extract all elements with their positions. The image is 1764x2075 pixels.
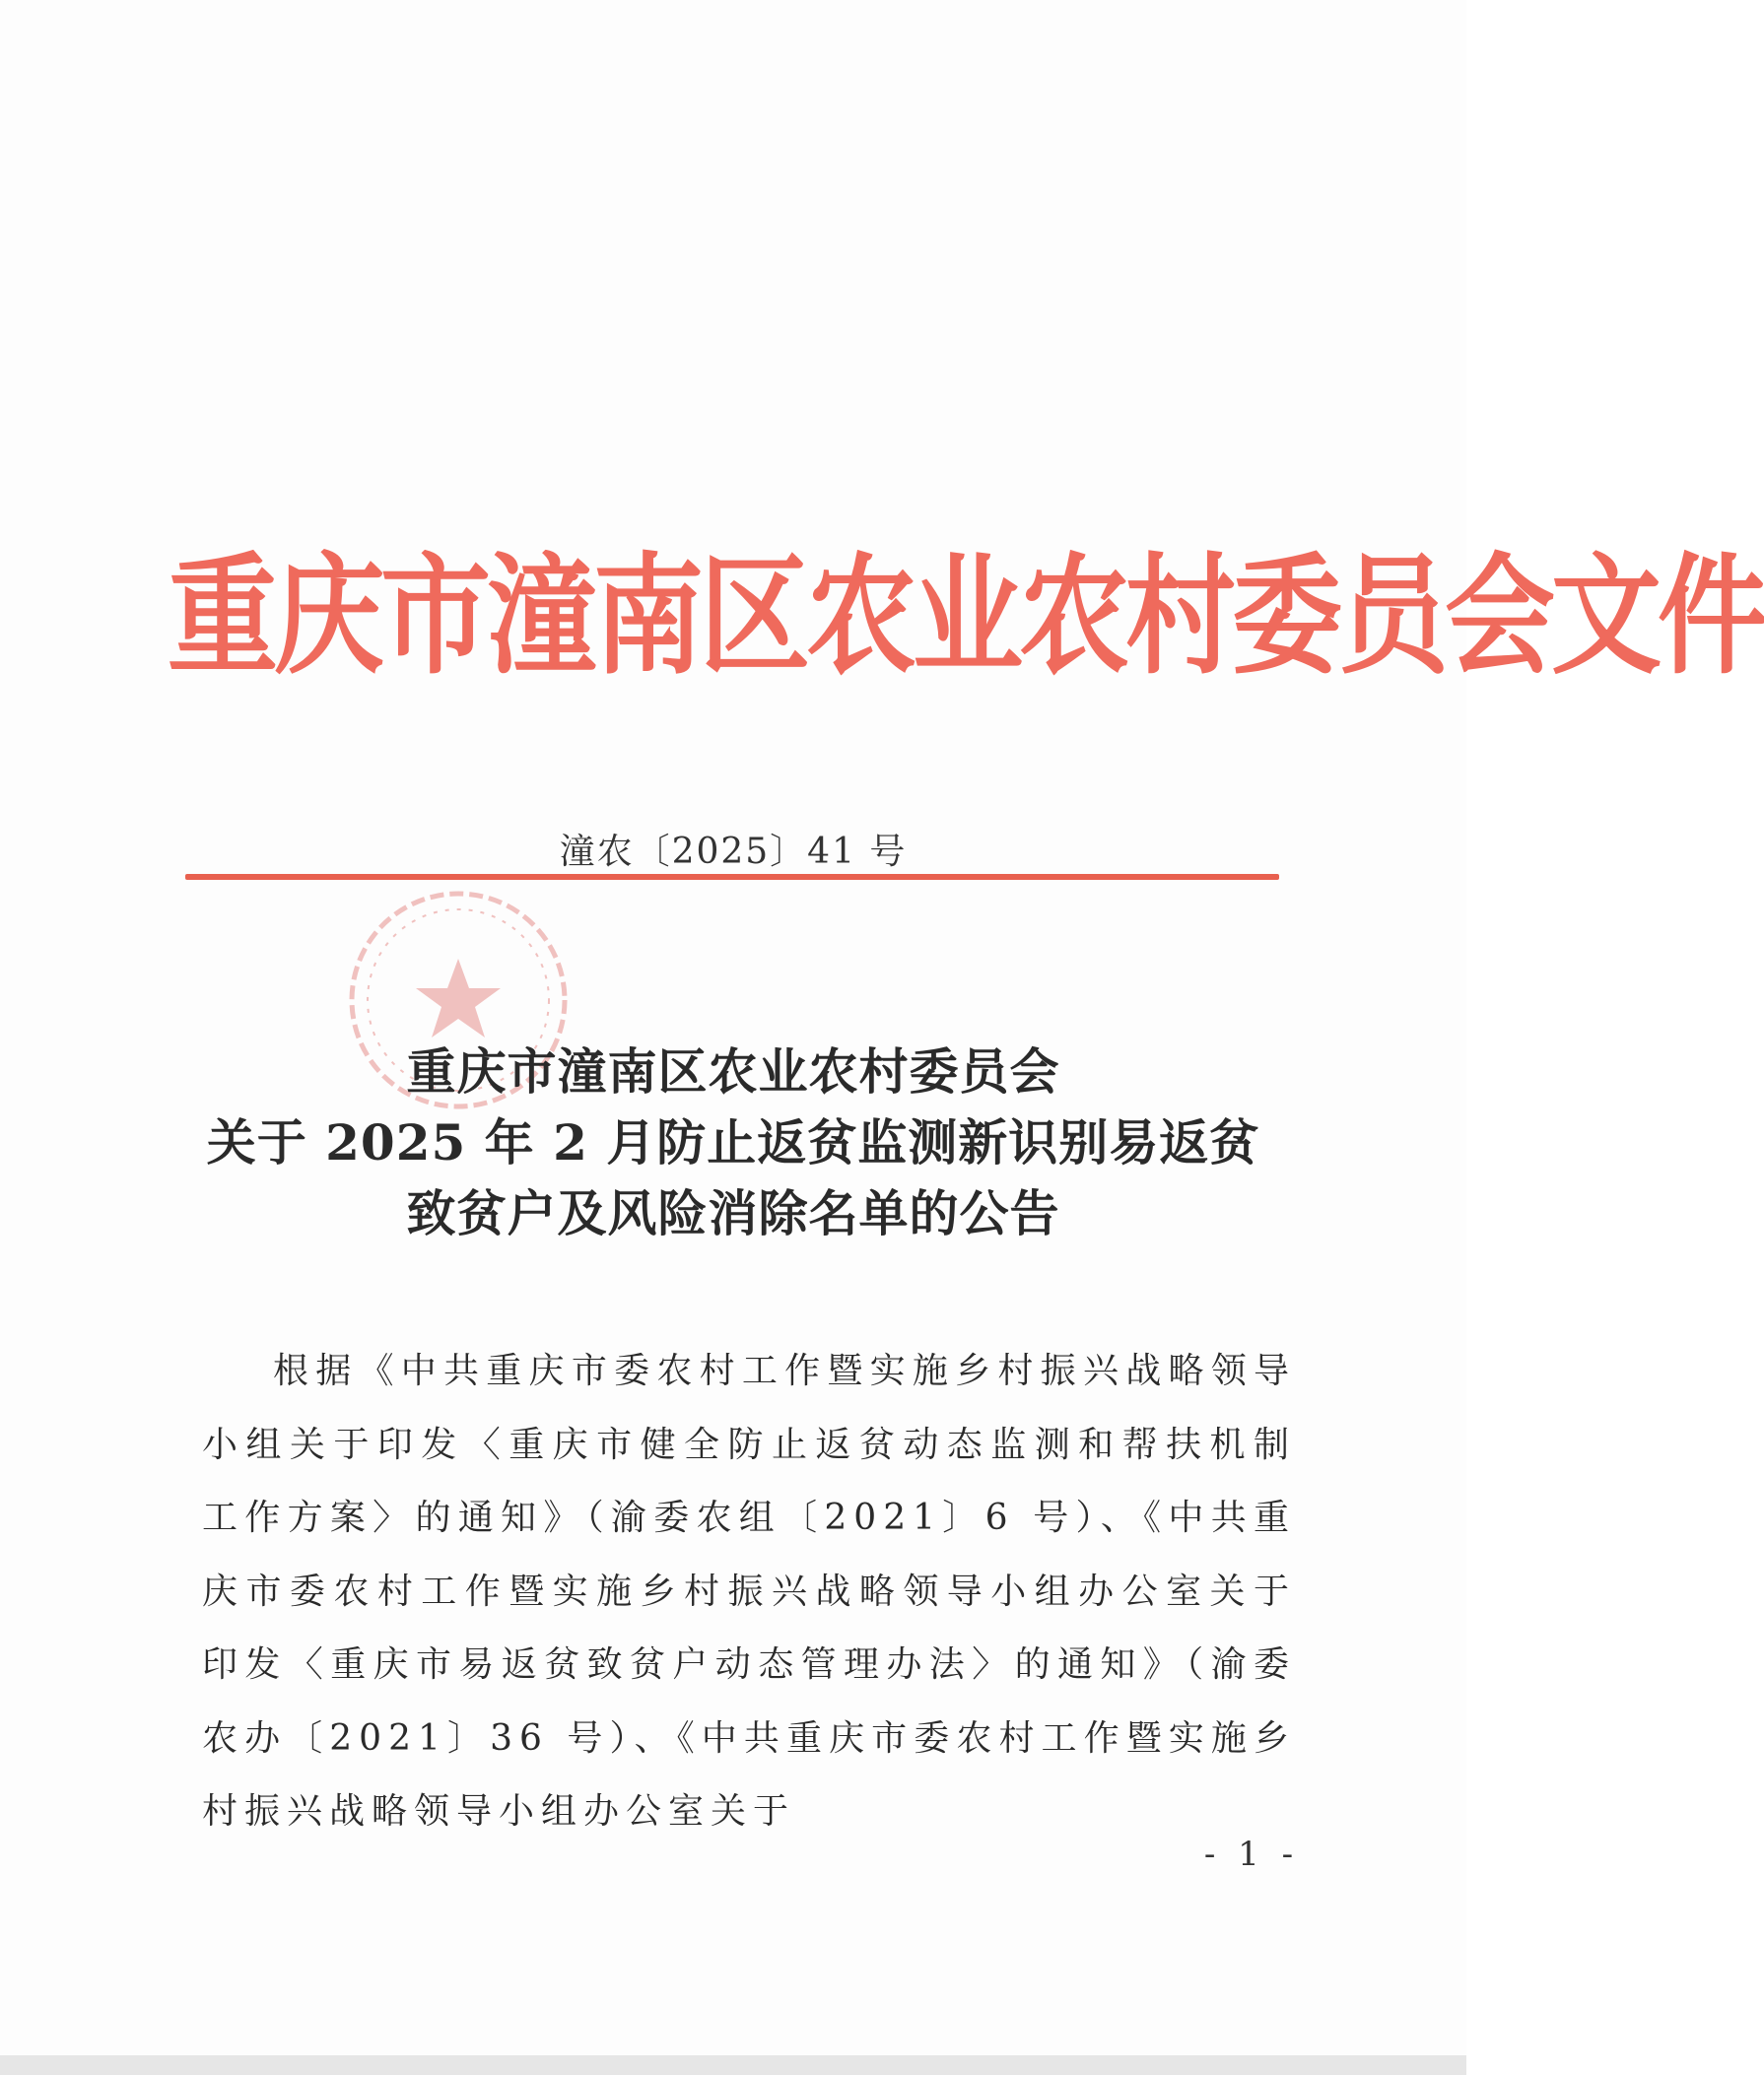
red-divider-line (185, 874, 1279, 880)
announcement-title (0, 1037, 1466, 1249)
masthead-title: 重庆市潼南区农业农村委员会文件 (168, 541, 1764, 693)
page-number: - 1 - (1203, 1835, 1300, 1874)
body-paragraph: 根据《中共重庆市委农村工作暨实施乡村振兴战略领导小组关于印发〈重庆市健全防止返贫动态监测和帮扶机制工作方案〉的通知》（渝委农组〔2021〕6 号）、《中共重庆市委农村工作暨实施乡村振兴战略领导小组办公室关于印发〈重庆市易返贫致贫户动态管理办法〉的通知》（渝委农办〔2021〕36 号）、《中共重庆市委农村工作暨实施乡村振兴战略领导小组办公室关于 (202, 1351, 1296, 1832)
body-text (202, 1335, 1296, 1849)
title-line-1: 重庆市潼南区农业农村委员会 (406, 1042, 1060, 1101)
document-number: 潼农〔2025〕41 号 (559, 832, 908, 872)
title-line-3: 致贫户及风险消除名单的公告 (406, 1184, 1060, 1242)
title-line-2: 关于 2025 年 2 月防止返贫监测新识别易返贫 (206, 1113, 1260, 1171)
scan-edge-band (0, 2055, 1466, 2075)
